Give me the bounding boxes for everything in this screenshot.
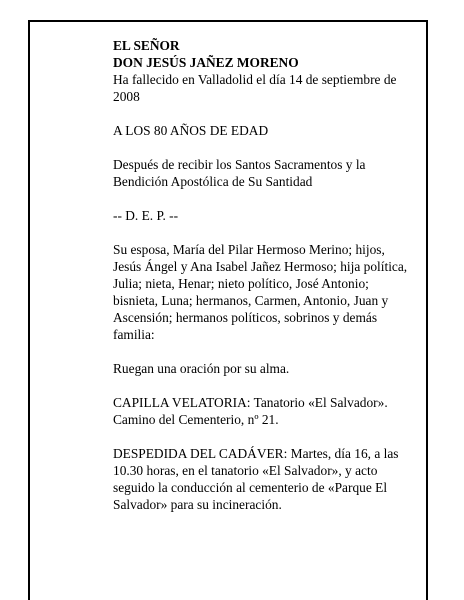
farewell-paragraph: DESPEDIDA DEL CADÁVER: Martes, día 16, a las 10.30 horas, en el tanatorio «El Salvador», y acto seguido la conducción al cementerio de «Parque El Salvador» para su incineración.	[113, 446, 399, 512]
family-paragraph: Su esposa, María del Pilar Hermoso Merino; hijos, Jesús Ángel y Ana Isabel Jañez Hermoso; hija política, Julia; nieta, Henar; nieto político, José Antonio; bisnieta, Luna; hermanos, Carmen, Antonio, Juan y Ascensión; hermanos políticos, sobrinos y demás familia:	[113, 242, 408, 342]
rip-line: -- D. E. P. --	[113, 208, 179, 223]
chapel-paragraph: CAPILLA VELATORIA: Tanatorio «El Salvador». Camino del Cementerio, nº 21.	[113, 395, 388, 427]
heading-name: DON JESÚS JAÑEZ MORENO	[113, 55, 299, 70]
sacraments-paragraph: Después de recibir los Santos Sacramentos y la Bendición Apostólica de Su Santidad	[113, 157, 366, 189]
right-border	[426, 20, 428, 600]
death-notice: Ha fallecido en Valladolid el día 14 de septiembre de 2008	[113, 72, 397, 104]
age-line: A LOS 80 AÑOS DE EDAD	[113, 123, 269, 138]
prayer-line: Ruegan una oración por su alma.	[113, 361, 290, 376]
top-border	[28, 20, 428, 22]
left-border	[28, 20, 30, 600]
heading-line-1: EL SEÑOR	[113, 38, 180, 53]
obituary-text	[113, 37, 413, 513]
